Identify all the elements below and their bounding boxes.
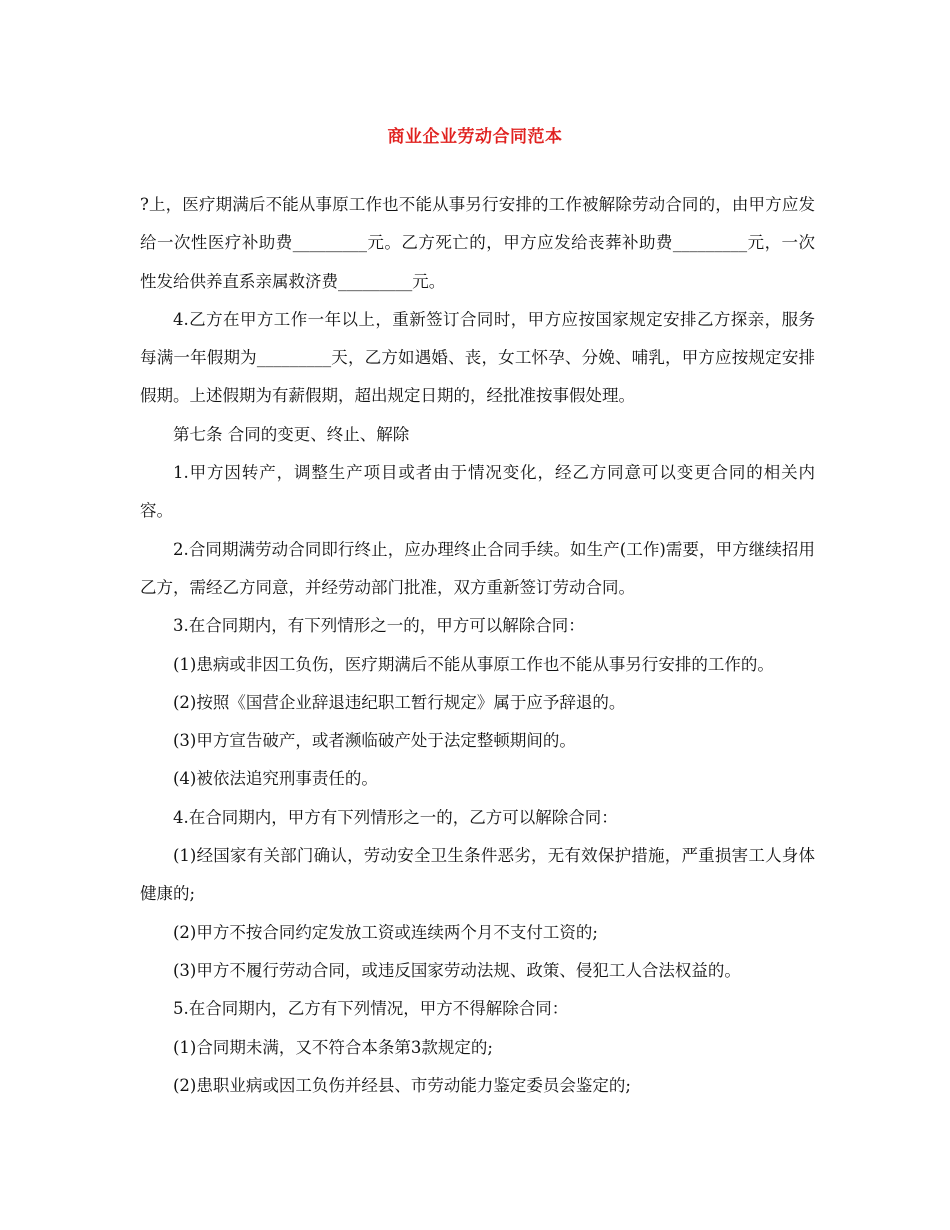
paragraph: 1.甲方因转产，调整生产项目或者由于情况变化，经乙方同意可以变更合同的相关内容。	[140, 463, 815, 521]
section-heading: 第七条 合同的变更、终止、解除	[173, 424, 410, 444]
list-item: (4)被依法追究刑事责任的。	[173, 769, 378, 789]
paragraph: 4.在合同期内，甲方有下列情形之一的，乙方可以解除合同：	[173, 807, 618, 827]
list-item: (2)患职业病或因工负伤并经县、市劳动能力鉴定委员会鉴定的;	[173, 1075, 631, 1095]
document-body	[140, 186, 815, 1105]
list-item: (1)经国家有关部门确认，劳动安全卫生条件恶劣，无有效保护措施，严重损害工人身体健康的;	[140, 846, 815, 904]
paragraph: ?上，医疗期满后不能从事原工作也不能从事另行安排的工作被解除劳动合同的，由甲方应发给一次性医疗补助费_________元。乙方死亡的，甲方应发给丧葬补助费_________元，一次性发给供养直系亲属救济费_________元。	[140, 195, 815, 291]
paragraph: 5.在合同期内，乙方有下列情况，甲方不得解除合同：	[173, 999, 569, 1019]
list-item: (3)甲方宣告破产，或者濒临破产处于法定整顿期间的。	[173, 731, 576, 751]
paragraph: 4.乙方在甲方工作一年以上，重新签订合同时，甲方应按国家规定安排乙方探亲，服务每满一年假期为_________天，乙方如遇婚、丧，女工怀孕、分娩、哺乳，甲方应按规定安排假期。上述假期为有薪假期，超出规定日期的，经批准按事假处理。	[140, 309, 815, 406]
list-item: (2)按照《国营企业辞退违纪职工暂行规定》属于应予辞退的。	[173, 692, 626, 712]
list-item: (1)患病或非因工负伤，医疗期满后不能从事原工作也不能从事另行安排的工作的。	[173, 654, 774, 674]
paragraph: 3.在合同期内，有下列情形之一的，甲方可以解除合同：	[173, 616, 585, 636]
list-item: (3)甲方不履行劳动合同，或违反国家劳动法规、政策、侵犯工人合法权益的。	[173, 960, 741, 980]
list-item: (2)甲方不按合同约定发放工资或连续两个月不支付工资的;	[173, 922, 598, 942]
list-item: (1)合同期未满，又不符合本条第3款规定的;	[173, 1037, 493, 1057]
paragraph: 2.合同期满劳动合同即行终止，应办理终止合同手续。如生产(工作)需要，甲方继续招用乙方，需经乙方同意，并经劳动部门批准，双方重新签订劳动合同。	[140, 539, 815, 597]
document-title: 商业企业劳动合同范本	[387, 127, 563, 147]
